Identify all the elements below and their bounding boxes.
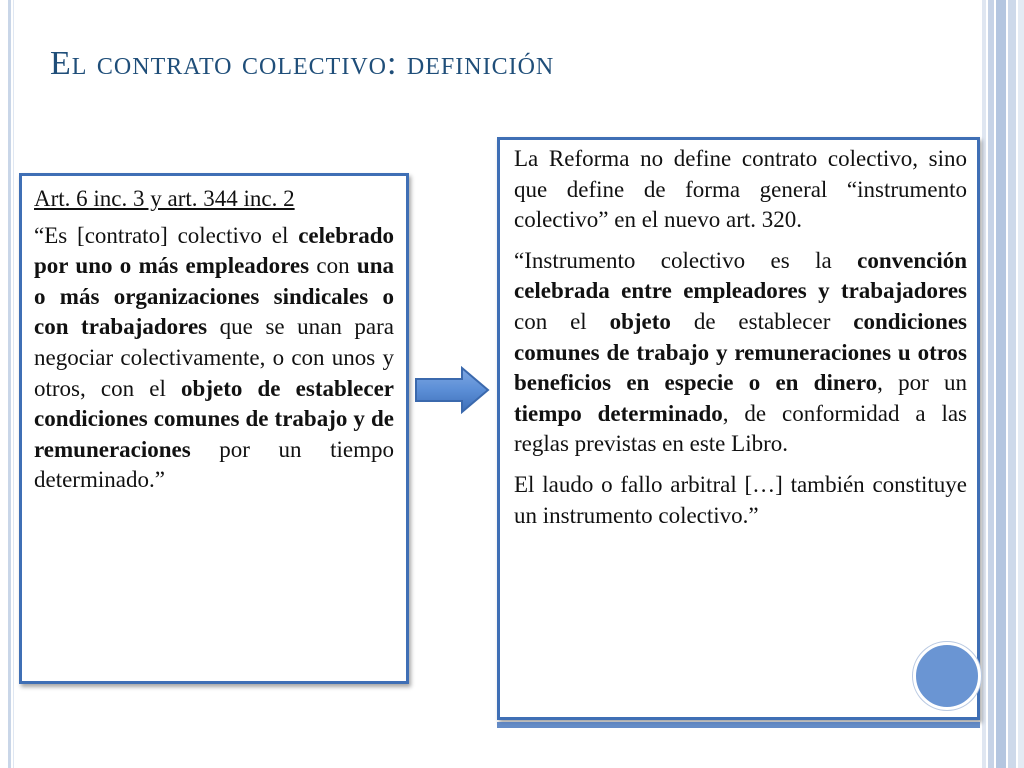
text-run: por un tiempo determinado.” (34, 436, 394, 493)
stripe (1008, 0, 1016, 768)
text-run: “Es [contrato] colectivo el (34, 222, 299, 248)
left-quote (34, 221, 394, 496)
stripe (982, 0, 986, 768)
bold-text-run: una o más organizaciones sindicales (34, 253, 395, 309)
stripe (996, 0, 1006, 768)
text-run: , por un (877, 370, 967, 396)
reform-intro: La Reforma no define contrato colectivo, sino que define de forma general “instrumento colectivo” en el nuevo art. 320. (514, 146, 967, 233)
slide-title: El contrato colectivo: definición (50, 45, 555, 82)
stripe (1018, 0, 1024, 768)
decorative-circle (913, 642, 981, 710)
bold-text-run: tiempo determinado (514, 400, 723, 426)
right-definition-box (497, 137, 980, 720)
closing-text: El laudo o fallo arbitral […] también constituye un instrumento colectivo.” (514, 471, 967, 528)
bold-text-run: objeto de establecer condiciones comunes de trabajo y de remuneraciones (34, 375, 394, 462)
article-reference: Art. 6 inc. 3 y art. 344 inc. 2 (34, 186, 295, 211)
bold-text-run: convención celebrada entre empleadores y trabajadores (514, 247, 967, 304)
bold-text-run: celebrado por uno o más empleadores (34, 222, 394, 279)
text-run: que se unan para negociar colectivamente, o con unos y otros, con el (34, 314, 395, 401)
bold-text-run: objeto (609, 308, 671, 334)
text-run: con (309, 253, 357, 279)
stripe (988, 0, 994, 768)
left-border-line (8, 0, 11, 768)
right-decorative-stripes (978, 0, 1024, 768)
text-run: de establecer (670, 308, 854, 334)
text-run: con el (514, 308, 610, 334)
right-quote (514, 246, 967, 460)
left-border-line-thin (13, 0, 14, 768)
text-run: “Instrumento colectivo es la (514, 247, 858, 273)
bold-text-run: condiciones comunes de trabajo y remuneraciones u otros beneficios en especie o en dinero (514, 308, 967, 396)
bold-text-run: con trabajadores (34, 314, 208, 340)
bold-text-run: o (368, 283, 394, 309)
left-definition-box (19, 173, 409, 684)
right-arrow-icon (414, 366, 490, 414)
text-run: , de conformidad a las reglas previstas en este Libro. (514, 400, 968, 457)
